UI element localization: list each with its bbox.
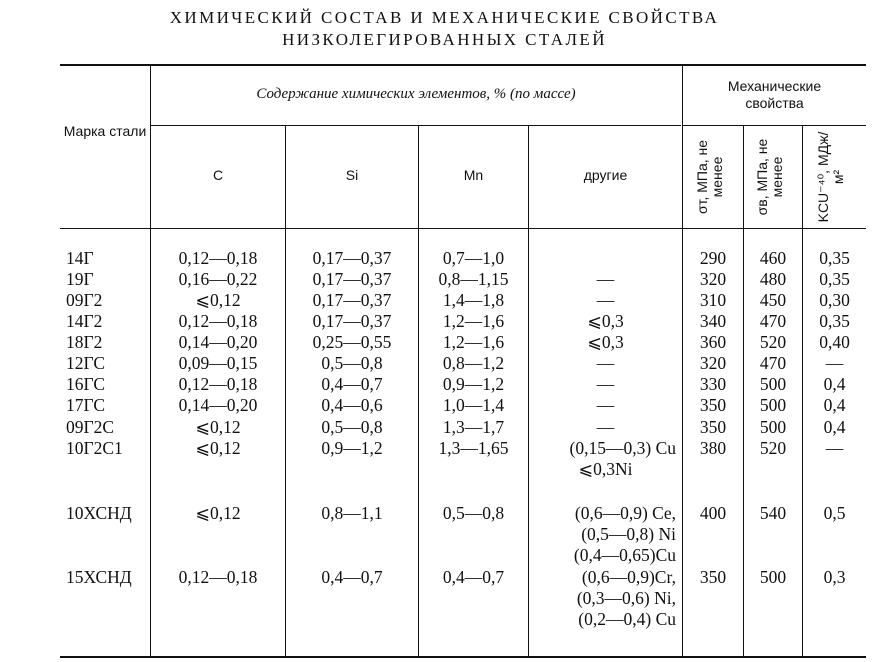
cell-mn: 1,2—1,6 [442, 311, 505, 331]
cell-c: 0,12—0,18 [178, 567, 258, 587]
cell-si: 0,4—0,7 [321, 567, 383, 587]
header-bottom-rule [60, 228, 866, 229]
cell-grade: 16ГС [66, 374, 106, 394]
header-c: C [212, 167, 224, 183]
cell-other: — [596, 417, 615, 437]
cell-sv: 480 [759, 269, 787, 289]
cell-si: 0,17—0,37 [312, 269, 392, 289]
cell-si: 0,25—0,55 [312, 332, 392, 352]
cell-other: — [596, 395, 615, 415]
cell-kcu: 0,4 [823, 417, 846, 437]
cell-st: 350 [699, 567, 727, 587]
header-other: другие [583, 167, 628, 183]
cell-c: 0,12—0,18 [178, 374, 258, 394]
cell-si: 0,4—0,6 [321, 395, 383, 415]
cell-st: 350 [699, 417, 727, 437]
cell-si: 0,17—0,37 [312, 290, 392, 310]
cell-grade: 10ХСНД [66, 503, 132, 523]
cell-sv: 500 [759, 567, 787, 587]
cell-mn: 0,9—1,2 [442, 374, 505, 394]
cell-sv: 500 [759, 417, 787, 437]
cell-si: 0,8—1,1 [321, 503, 383, 523]
cell-grade: 15ХСНД [66, 567, 132, 587]
cell-kcu: — [825, 438, 844, 458]
cell-grade: 18Г2 [66, 332, 103, 352]
cell-si: 0,5—0,8 [321, 353, 383, 373]
cell-st: 380 [699, 438, 727, 458]
cell-grade: 09Г2 [66, 290, 103, 310]
cell-st: 320 [699, 353, 727, 373]
cell-mn: 0,5—0,8 [442, 503, 505, 523]
cell-grade: 10Г2С1 [66, 438, 123, 458]
cell-kcu: — [825, 353, 844, 373]
header-sigma-v: σв, МПа, не менее [754, 138, 785, 216]
cell-grade: 12ГС [66, 353, 106, 373]
cell-mn: 0,8—1,2 [442, 353, 505, 373]
cell-other: — [596, 353, 615, 373]
cell-mn: 1,0—1,4 [442, 395, 505, 415]
cell-other: ⩽0,3 [587, 332, 624, 352]
cell-mn: 1,2—1,6 [442, 332, 505, 352]
cell-c: ⩽0,12 [195, 503, 241, 523]
table-title-line-2: НИЗКОЛЕГИРОВАННЫХ СТАЛЕЙ [282, 30, 607, 49]
cell-grade: 17ГС [66, 395, 106, 415]
cell-si: 0,17—0,37 [312, 311, 392, 331]
cell-kcu: 0,35 [819, 269, 850, 289]
cell-sv: 470 [759, 353, 787, 373]
cell-st: 310 [699, 290, 727, 310]
cell-grade: 14Г [66, 248, 94, 268]
cell-kcu: 0,30 [819, 290, 850, 310]
cell-st: 350 [699, 395, 727, 415]
cell-grade: 14Г2 [66, 311, 103, 331]
header-mn: Mn [463, 167, 484, 183]
cell-kcu: 0,35 [819, 311, 850, 331]
cell-c: ⩽0,12 [195, 290, 241, 310]
cell-other: — [596, 269, 615, 289]
cell-other: (0,6—0,9)Cr, [581, 567, 676, 587]
cell-kcu: 0,5 [823, 503, 846, 523]
cell-sv: 520 [759, 438, 787, 458]
cell-mn: 1,4—1,8 [442, 290, 505, 310]
cell-sv: 500 [759, 395, 787, 415]
cell-st: 360 [699, 332, 727, 352]
cell-mn: 1,3—1,7 [442, 417, 505, 437]
cell-si: 0,9—1,2 [321, 438, 383, 458]
cell-st: 340 [699, 311, 727, 331]
cell-mn: 0,7—1,0 [442, 248, 505, 268]
cell-other: (0,15—0,3) Cu [569, 438, 676, 458]
cell-si: 0,5—0,8 [321, 417, 383, 437]
cell-sv: 500 [759, 374, 787, 394]
cell-c: 0,16—0,22 [178, 269, 258, 289]
cell-c: 0,12—0,18 [178, 311, 258, 331]
cell-grade: 09Г2С [66, 417, 115, 437]
cell-c: ⩽0,12 [195, 417, 241, 437]
cell-other: — [596, 290, 615, 310]
cell-kcu: 0,40 [819, 332, 850, 352]
cell-other: (0,2—0,4) Cu [578, 609, 676, 629]
cell-st: 320 [699, 269, 727, 289]
cell-grade: 19Г [66, 269, 94, 289]
cell-kcu: 0,4 [823, 374, 846, 394]
cell-c: 0,09—0,15 [178, 353, 258, 373]
cell-c: ⩽0,12 [195, 438, 241, 458]
cell-mn: 0,8—1,15 [438, 269, 509, 289]
cell-other: ⩽0,3Ni [578, 459, 633, 479]
table-title-line-1: ХИМИЧЕСКИЙ СОСТАВ И МЕХАНИЧЕСКИЕ СВОЙСТВА [169, 8, 720, 27]
cell-other: ⩽0,3 [587, 311, 624, 331]
cell-other: (0,4—0,65)Cu [573, 545, 676, 565]
cell-sv: 450 [759, 290, 787, 310]
cell-other: (0,5—0,8) Ni [581, 524, 676, 544]
table-top-rule [60, 64, 866, 66]
cell-kcu: 0,4 [823, 395, 846, 415]
cell-si: 0,4—0,7 [321, 374, 383, 394]
header-chem-group: Содержание химических элементов, % (по массе) [256, 86, 576, 102]
cell-kcu: 0,35 [819, 248, 850, 268]
table-bottom-rule [60, 656, 866, 658]
cell-sv: 470 [759, 311, 787, 331]
cell-mn: 0,4—0,7 [442, 567, 505, 587]
cell-sv: 460 [759, 248, 787, 268]
cell-si: 0,17—0,37 [312, 248, 392, 268]
cell-kcu: 0,3 [823, 567, 846, 587]
header-kcu: KCU⁻⁴⁰, МДж/м² [815, 131, 846, 223]
cell-other: (0,6—0,9) Ce, [574, 503, 676, 523]
cell-c: 0,14—0,20 [178, 395, 258, 415]
cell-mn: 1,3—1,65 [438, 438, 509, 458]
header-si: Si [345, 167, 359, 183]
mech-group-rule [683, 125, 866, 126]
cell-c: 0,12—0,18 [178, 248, 258, 268]
cell-st: 400 [699, 503, 727, 523]
cell-st: 330 [699, 374, 727, 394]
cell-st: 290 [699, 248, 727, 268]
header-mech-group: Механические свойства [727, 78, 822, 111]
header-sigma-t: σт, МПа, не менее [694, 139, 725, 215]
cell-other: (0,3—0,6) Ni, [576, 588, 676, 608]
cell-sv: 540 [759, 503, 787, 523]
cell-other: — [596, 374, 615, 394]
chem-group-rule [151, 125, 681, 126]
cell-c: 0,14—0,20 [178, 332, 258, 352]
cell-sv: 520 [759, 332, 787, 352]
header-grade: Марка стали [63, 123, 147, 139]
